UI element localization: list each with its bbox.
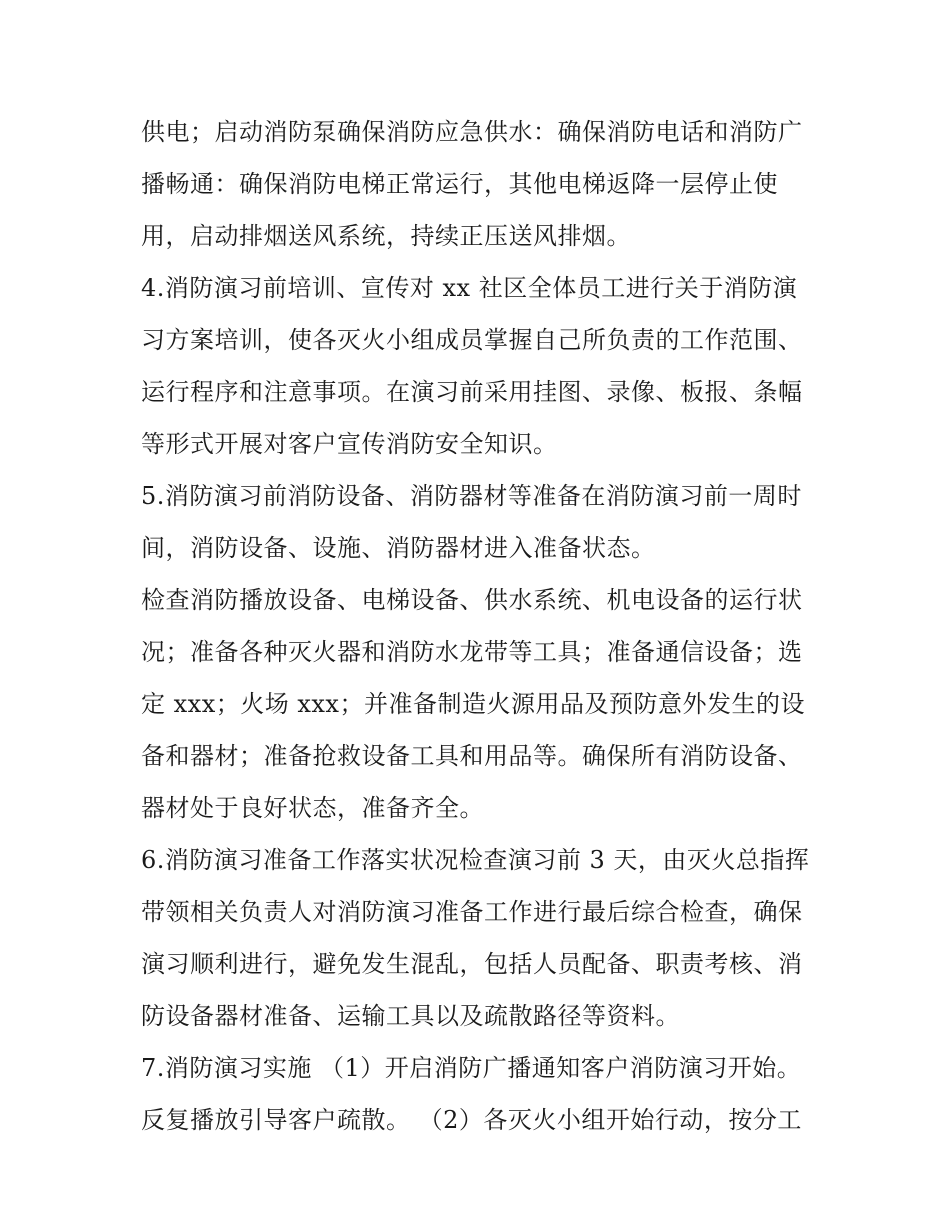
text-line: 演习顺利进行，避免发生混乱，包括人员配备、职责考核、消 [141, 950, 803, 978]
text-line: 带领相关负责人对消防演习准备工作进行最后综合检查，确保 [141, 898, 803, 926]
text-line: 7.消防演习实施 （1）开启消防广播通知客户消防演习开始。 [141, 1054, 802, 1082]
text-line: 6.消防演习准备工作落实状况检查演习前 3 天，由灭火总指挥 [141, 846, 810, 874]
text-line: 反复播放引导客户疏散。 （2）各灭火小组开始行动，按分工 [141, 1106, 802, 1134]
text-line: 备和器材；准备抢救设备工具和用品等。确保所有消防设备、 [141, 742, 803, 770]
document-page [141, 106, 821, 1146]
text-line: 习方案培训，使各灭火小组成员掌握自己所负责的工作范围、 [141, 326, 803, 354]
text-line: 供电；启动消防泵确保消防应急供水：确保消防电话和消防广 [141, 118, 803, 146]
text-line: 间，消防设备、设施、消防器材进入准备状态。 [141, 534, 656, 562]
text-line: 运行程序和注意事项。在演习前采用挂图、录像、板报、条幅 [141, 378, 803, 406]
text-line: 防设备器材准备、运输工具以及疏散路径等资料。 [141, 1002, 680, 1030]
text-line: 4.消防演习前培训、宣传对 xx 社区全体员工进行关于消防演 [141, 274, 798, 302]
text-line: 5.消防演习前消防设备、消防器材等准备在消防演习前一周时 [141, 482, 802, 510]
text-line: 器材处于良好状态，准备齐全。 [141, 794, 484, 822]
text-line: 播畅通：确保消防电梯正常运行，其他电梯返降一层停止使 [141, 170, 778, 198]
text-line: 等形式开展对客户宣传消防安全知识。 [141, 430, 558, 458]
text-line: 用，启动排烟送风系统，持续正压送风排烟。 [141, 222, 631, 250]
text-line: 定 xxx；火场 xxx；并准备制造火源用品及预防意外发生的设 [141, 690, 805, 718]
text-line: 况；准备各种灭火器和消防水龙带等工具；准备通信设备；选 [141, 638, 803, 666]
text-line: 检查消防播放设备、电梯设备、供水系统、机电设备的运行状 [141, 586, 803, 614]
